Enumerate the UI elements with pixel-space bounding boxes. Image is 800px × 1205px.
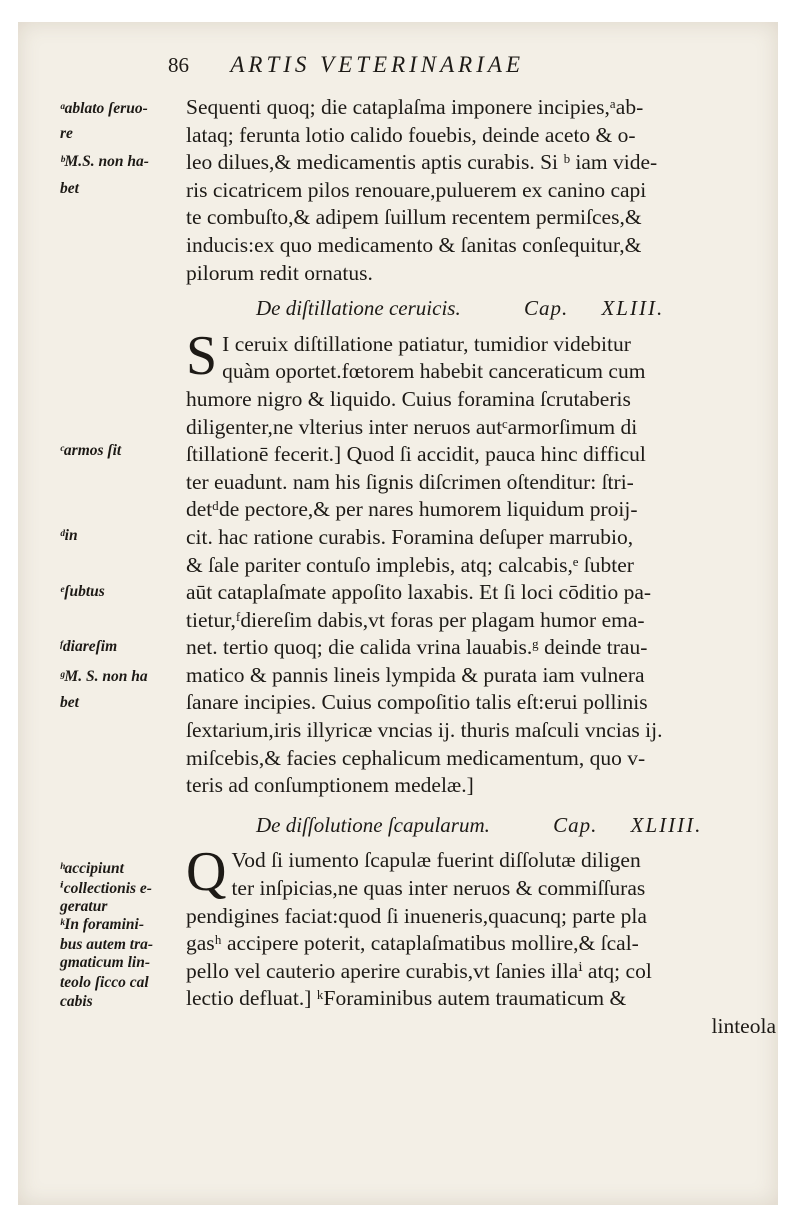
text-line: gasʰ accipere poterit, cataplaſmatibus mollire,& ſcal- [186,931,639,956]
text-line: ſanare incipies. Cuius compoſitio talis eſt:erui pollinis [186,690,648,715]
text-line: ter euadunt. nam his ſignis diſcrimen oſtenditur: ſtri- [186,469,634,494]
text-line: & ſale pariter contuſo implebis, atq; calcabis,ᵉ ſubter [186,552,634,577]
spacer [186,800,776,812]
margin-note: geratur [60,898,108,915]
margin-note: ᵏIn foramini- [60,916,144,933]
margin-note: bet [60,180,79,197]
text-line: diligenter,ne vlterius inter neruos autᶜarmorſimum di [186,414,638,439]
text-line: leo dilues,& medicamentis aptis curabis. Si ᵇ iam vide- [186,150,658,175]
text-line: ris cicatricem pilos renouare,puluerem ex canino capi [186,177,647,202]
text-line: aūt cataplaſmate appoſito laxabis. Et ſi loci cōditio pa- [186,580,652,605]
spacer [186,839,776,847]
chapter-heading [186,295,776,323]
spacer [186,323,776,331]
spacer [186,287,776,295]
text-line: Sequenti quoq; die cataplaſma imponere incipies,ᵃab- [186,95,644,119]
text-line: lectio defluat.] ᵏForaminibus autem traumaticum & [186,986,627,1011]
text-line: miſcebis,& facies cephalicum medicamentum, quo v- [186,745,646,770]
drop-initial: Q [186,841,227,904]
catchword: linteola [711,1014,776,1038]
chapter-heading [186,812,776,840]
running-header [168,52,728,78]
margin-note: ᶠdiareſim [60,638,118,655]
margin-note: ᵍM. S. non ha [60,668,148,685]
chapter-cap-label: Cap. [553,812,598,837]
chapter-title: De diſſolutione ſcapularum. [256,812,490,837]
text-line: te combuſto,& adipem ſuillum recentem permiſces,& [186,205,642,230]
text-line: inducis:ex quo medicamento & ſanitas conſequitur,& [186,232,642,257]
chapter-number: XLIII. [601,296,665,321]
text-line: humore nigro & liquido. Cuius foramina ſcrutaberis [186,386,631,411]
chapter-number: XLIIII. [630,812,703,837]
margin-note: ᶜarmos ſit [60,442,122,459]
text-line: Vod ſi iumento ſcapulæ fuerint diſſolutæ diligen [231,848,641,873]
text-line: ſtillationē fecerit.] Quod ſi accidit, pauca hinc difficul [186,442,646,467]
chapter-title: De diſtillatione ceruicis. [256,296,461,321]
margin-note: bus autem tra- [60,936,154,953]
margin-note: ᵈin [60,527,78,544]
text-line: matico & pannis lineis lympida & purata iam vulnera [186,662,645,687]
margin-note: re [60,125,73,142]
margin-note: ⁱcollectionis e- [60,880,152,897]
text-line: quàm oportet.fœtorem habebit canceraticum cum [222,359,646,384]
text-line: detᵈde pectore,& per nares humorem liquidum proij- [186,497,638,522]
text-line: ſextarium,iris illyricæ vncias ij. thuris maſculi vncias ij. [186,718,663,743]
text-line: teris ad conſumptionem medelæ.] [186,773,474,798]
margin-note: gmaticum lin- [60,954,150,971]
book-page [18,22,778,1205]
chapter-cap-label: Cap. [523,296,569,321]
text-line: lataq; ferunta lotio calido fouebis, deinde aceto & o- [186,122,636,147]
margin-note: teolo ſicco cal [60,974,149,991]
page-number: 86 [168,53,189,77]
margin-note: ʰaccipiunt [60,860,124,877]
text-line: tietur,ᶠdiereſim dabis,vt foras per plagam humor ema- [186,607,645,632]
text-line: cit. hac ratione curabis. Foramina deſuper marrubio, [186,524,634,549]
margin-note: ᵃablato ſeruo- [60,100,148,117]
text-line: pello vel cauterio aperire curabis,vt ſanies illaⁱ atq; col [186,958,652,983]
margin-note: bet [60,694,79,711]
margin-note: cabis [60,993,93,1010]
drop-initial: S [186,324,218,387]
margin-note: ᵉſubtus [60,583,105,600]
running-title: ARTIS VETERINARIAE [230,52,524,77]
margin-note: ᵇM.S. non ha- [60,153,149,170]
text-line: I ceruix diſtillatione patiatur, tumidior videbitur [222,331,631,356]
main-text [186,94,776,1041]
text-line: net. tertio quoq; die calida vrina lauabis.ᵍ deinde trau- [186,635,648,660]
text-line: pilorum redit ornatus. [186,260,373,285]
text-line: pendigines faciat:quod ſi inueneris,quacunq; parte pla [186,903,647,928]
text-line: ter inſpicias,ne quas inter neruos & commiſſuras [231,876,646,901]
